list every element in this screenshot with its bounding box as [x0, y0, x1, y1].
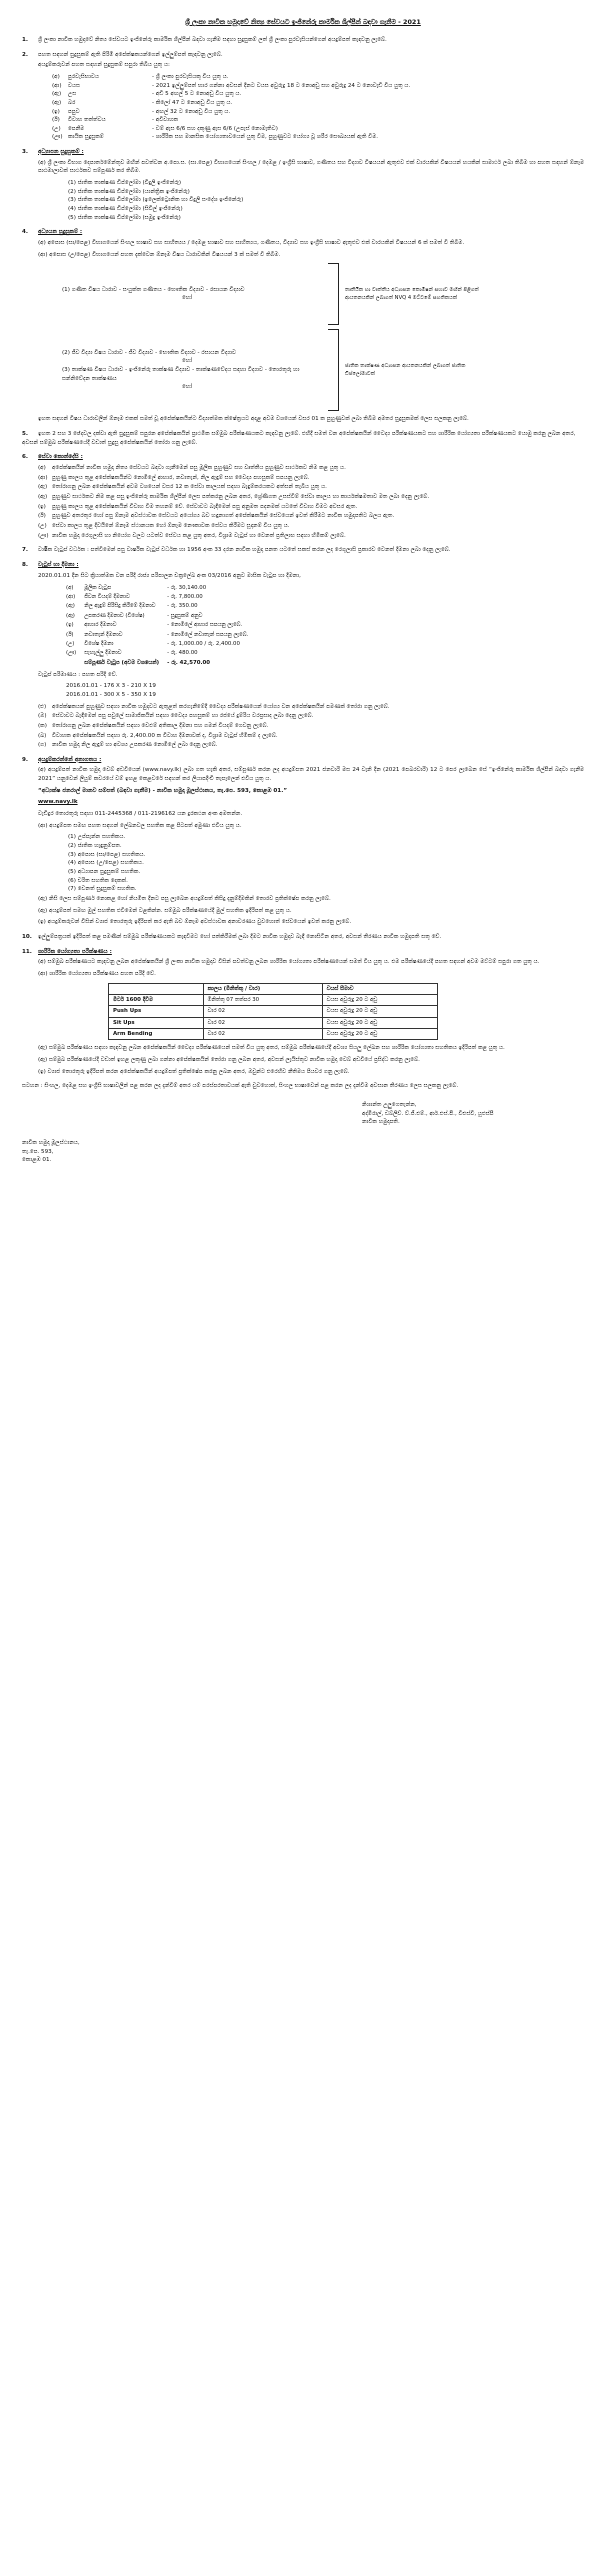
condition-item — [38, 474, 584, 483]
item-label: (ඉ) — [38, 503, 46, 510]
salary-row — [62, 611, 252, 620]
item-label: (ඇ) — [38, 484, 48, 491]
section-5-text: ඉහත 2 සහ 3 ඡේදවල දක්වා ඇති සුදුසුකම් සපුරන අපේක්ෂකයින් ප්‍රාථමික සම්මුඛ පරීක්ෂණයකට කැඳවනු ලැබේ. එහිදී සමත් වන අපේක්ෂකයින් වෛද්‍ය පරීක්ෂණයකට සහ ශාරීරික යෝග්‍යතා පරීක්ෂණයකට යොමු කරනු ලබන අතර, අවසන් සම්මුඛ පරීක්ෂණයේදී වඩාත් සුදුසු අපේක්ෂකයින් තෝරා ගනු ලැබේ. — [22, 431, 576, 446]
navy-website-link[interactable]: www.navy.lk — [38, 799, 78, 806]
row-label: (ආ) — [66, 594, 76, 601]
list-item: (1) ජාතික තාක්ෂණ ඩිප්ලෝමා (විදුලි ඉංජිනේරු) — [68, 180, 182, 187]
section-number: 9. — [22, 756, 29, 763]
table-cell: වාර 02 — [203, 1017, 322, 1028]
row-key: උපකරණ දීමනාව (විශේෂ) — [84, 612, 145, 619]
section-6 — [22, 453, 584, 540]
section-number: 11. — [22, 948, 32, 955]
fitness-table-intro: (ආ) ශාරීරික යෝග්‍යතා පරීක්ෂණය පහත පරිදි වේ. — [38, 970, 156, 977]
contact-numbers: වැඩිදුර තොරතුරු සඳහා 011-2445368 / 011-2196162 යන දුරකථන අංක අමතන්න. — [38, 811, 243, 818]
section-2-intro: පහත සඳහන් සුදුසුකම් ඇති පිරිමි අපේක්ෂකයන්ගෙන් ඉල්ලුම්පත් කැඳවනු ලැබේ. — [38, 51, 223, 58]
document-item: (4) අපොස (උ/පෙළ) සහතිකය. — [68, 860, 144, 867]
document-item: (2) ජාතික හැඳුනුම්පත. — [68, 843, 122, 850]
salary-row — [62, 630, 252, 639]
salary-row — [62, 621, 252, 630]
row-label: (ඈ) — [66, 612, 75, 619]
row-key: විවාහ තත්ත්වය — [68, 117, 106, 124]
section-8-heading: වැටුප් හා දීමනා : — [38, 561, 79, 568]
eligibility-row — [52, 73, 584, 82]
table-cell: වයස අවුරුදු 20 ට අඩු — [322, 994, 437, 1005]
row-value: - රු. 480.00 — [167, 650, 198, 657]
brace-decoration — [328, 263, 339, 325]
condition-item — [38, 493, 584, 502]
section-8 — [22, 561, 584, 750]
row-key: උස — [68, 91, 77, 98]
document-item: (6) චරිත සහතික දෙකක්. — [68, 877, 128, 884]
item-label: (ආ) — [38, 474, 48, 481]
list-item: (2) ජාතික තාක්ෂණ ඩිප්ලෝමා (යාන්ත්‍රික ඉංජිනේරු) — [68, 188, 190, 195]
table-header: කාලය (මිනිත්තු / වාර) — [203, 983, 322, 994]
row-value: - කිලෝ 47 ට නොඅඩු විය යුතු ය. — [152, 99, 233, 106]
row-value: - අවිවාහක — [152, 117, 179, 124]
row-value: - ශාරීරික සහ මානසික යෝග්‍යතාවයෙන් යුතු වීම, පුහුණුවට යෝග්‍ය වූ ශරීර සෞඛ්‍යයක් ඇති වීම. — [152, 134, 378, 141]
item-label: (ඛ) — [38, 732, 47, 739]
row-key: සැහැල්ලු දීමනාව — [84, 650, 122, 657]
section-number: 8. — [22, 561, 29, 568]
salary-note — [38, 741, 584, 750]
table-cell: මීටර් 1600 දිවීම — [109, 994, 204, 1005]
salary-scale-intro: වැටුප් පරිමාණය : පහත පරිදි වේ. — [38, 671, 118, 678]
row-label: (උ) — [52, 125, 61, 132]
table-cell: වයස අවුරුදු 20 ට අඩු — [322, 1017, 437, 1028]
section-10-text: ඉල්ලුම්පත්‍රයක් ඉදිරිපත් කළ පමණින් සම්මුඛ පරීක්ෂණයකට කැඳවීමට හෝ පත්කිරීමක් ලබා දීමට නාවික හමුදාව බැඳී නොසිටින අතර, අවසන් තීරණය නාවික හමුදාපති සතු වේ. — [38, 933, 442, 940]
eligibility-row — [52, 99, 584, 108]
row-value: - වම් ඇස 6/6 සහ දකුණු ඇස 6/6 (උපැස් නොමැතිව) — [152, 125, 278, 132]
address-line-3: කොළඹ 01. — [22, 1157, 52, 1164]
salary-table — [62, 583, 252, 667]
section-4-closing: ඉහත සඳහන් විෂය ධාරාවලින් ඕනෑම එකක් සමත් වූ අපේක්ෂකයින්ට විද්‍යාත්මක ක්ෂේත්‍රයට අදාළ අවම වශයෙන් වසර 01 ක පුහුණුවක් ලබා තිබීම අමතර සුදුසුකමක් ලෙස සලකනු ලැබේ. — [38, 416, 469, 423]
item-text: විවාහක අපේක්ෂකයින් සඳහා රු. 2,400.00 ක විවාහ දීමනාවක් ද, විශ්‍රාම වැටුප් හිමිකම් ද ලැබේ. — [52, 732, 278, 739]
fitness-p3: (ඈ) සම්මුඛ පරීක්ෂණයේදී වඩාත් ඉහළ ලකුණු ලබා ගන්නා අපේක්ෂකයින් තෝරා ගනු ලබන අතර, අවසන් ලැයිස්තුව නාවික හමුදා වෙබ් අඩවියේ ප්‍රසිද්ධ කරනු ලැබේ. — [38, 1057, 420, 1064]
salary-note — [38, 722, 584, 731]
section-3-intro: (අ) ශ්‍රී ලංකා විභාග දෙපාර්තමේන්තුව මඟින් පවත්වන අ.පො.ස. (සා.පෙළ) විභාගයෙන් සිංහල / දෙමළ / ඉංග්‍රීසි භාෂාව, ගණිතය සහ විද්‍යාව විෂයයන් ඇතුළුව එක් වාරයකින් විෂයයන් හයකින් සාමාර්ථ ලබා තිබීම හා පහත සඳහන් ඕනෑම පාඨමාලාවක් සාර්ථකව සම්පූර්ණ කර තිබීම. — [38, 159, 584, 175]
page-title: ශ්‍රී ලංකා නාවික හමුදාවේ නිත්‍ය සේවයට ඉංජිනේරු කාර්මික ශිල්පීන් බඳවා ගැනීම - 2021 — [185, 18, 421, 26]
fitness-p2: (ඇ) සම්මුඛ පරීක්ෂණය සඳහා කැඳවනු ලබන අපේක්ෂකයින් වෛද්‍ය පරීක්ෂණයෙන් සමත් විය යුතු අතර, සම්මුඛ පරීක්ෂණයේදී අවශ්‍ය සියලු ලේඛන සහ ශාරීරික යෝග්‍යතා සහතිකය ඉදිරිපත් කළ යුතු ය. — [38, 1045, 505, 1052]
row-value: - අඟල් 32 ට නොඅඩු විය යුතු ය. — [152, 108, 231, 115]
row-key: කායික සුදුසුකම් — [68, 134, 104, 141]
salary-scale-line-1: 2016.01.01 - 176 X 3 - 210 X 19 — [66, 683, 156, 690]
document-item: (3) අපොස (සා/පෙළ) සහතිකය. — [68, 851, 146, 858]
address-line-2: තැ.පෙ. 593, — [22, 1148, 54, 1155]
row-key: පපුව — [68, 108, 80, 115]
table-cell: වයස අවුරුදු 20 ට අඩු — [322, 1029, 437, 1040]
table-cell: වාර 02 — [203, 1029, 322, 1040]
row-value: - රු. 350.00 — [167, 603, 198, 610]
row-label: (ඊ) — [52, 117, 60, 124]
condition-item — [38, 483, 584, 492]
language-note: සටහන : සිංහල, දෙමළ සහ ඉංග්‍රීසි භාෂාවලින් පළ කරන ලද දැන්වීම් අතර යම් පරස්පරතාවයක් ඇති වුවහොත්, සිංහල භාෂාවෙන් පළ කරන ලද දැන්වීම අවසාන තීරණය ලෙස සලකනු ලැබේ. — [22, 1083, 459, 1090]
row-label: (ඈ) — [52, 99, 62, 106]
salary-total-label: සම්පූර්ණ වැටුප (අවම වශයෙන්) — [84, 659, 160, 666]
signatory-name: නිශාන්ත උලුගෙතැන්න, — [362, 1102, 417, 1109]
section-number: 10. — [22, 933, 32, 940]
item-label: (ක) — [38, 722, 47, 729]
item-text: අපේක්ෂකයන් පුහුණුව සඳහා නාවික හමුදාවට ඇතුළත් කරගැනීමේදී වෛද්‍ය පරීක්ෂණයෙන් යෝග්‍ය වන අපේක්ෂකයින් පමණක් තෝරා ගනු ලැබේ. — [52, 703, 390, 710]
row-key: මූලික වැටුප — [84, 584, 112, 591]
row-value: - අඩි 5 අඟල් 5 ට නොඅඩු විය යුතු ය. — [152, 91, 242, 98]
stream-line: (1) ගණිත විෂය ධාරාව - සංයුක්ත ගණිතය - භෞතික විද්‍යාව - රසායන විද්‍යාව — [62, 286, 245, 293]
diploma-list — [68, 179, 584, 222]
or-label: හෝ — [182, 358, 193, 365]
row-key: ජීවන වියදම් දීමනාව — [84, 594, 130, 601]
document-item: (1) උප්පැන්න සහතිකය. — [68, 834, 126, 841]
section-1-text: ශ්‍රී ලංකා නාවික හමුදාවේ නිත්‍ය සේවයට ඉංජිනේරු කාර්මික ශිල්පීන් බඳවා ගැනීම සඳහා සුදුසුකම් ලත් ශ්‍රී ලංකා පුරවැසියන්ගෙන් අයදුම්පත් කැඳවනු ලැබේ. — [38, 36, 387, 43]
eligibility-row — [52, 82, 584, 91]
section-number: 2. — [22, 51, 29, 58]
stream-route-1 — [62, 263, 584, 325]
section-9-heading: අයදුම්කරන්නේ අනාගතය : — [38, 756, 102, 763]
signatory-rank: අද්මිරාල්, ඩබ්ලිව්. ව්.ජී.එම්., ආර්.එස්.පී., වීඑස්වී, යූඑස්පී — [362, 1110, 494, 1117]
condition-item — [38, 522, 584, 531]
item-label: (ඊ) — [38, 513, 46, 520]
salary-row — [62, 593, 252, 602]
row-value: - රු. 1,000.00 / රු. 2,400.00 — [167, 640, 240, 647]
table-row — [109, 1029, 438, 1040]
eligibility-list — [22, 73, 584, 142]
condition-item — [38, 512, 584, 521]
fitness-test-table — [108, 983, 438, 1041]
signature-block — [362, 1101, 584, 1127]
section-11 — [22, 948, 584, 1077]
row-label: (ආ) — [52, 82, 62, 89]
row-key: නිල ඇඳුම් පිරිසිදු කිරීමේ දීමනාව — [84, 603, 156, 610]
row-value: - රු. 30,140.00 — [167, 584, 207, 591]
fitness-intro: (අ) සම්මුඛ පරීක්ෂණයට කැඳවනු ලබන අපේක්ෂකයින් ශ්‍රී ලංකා නාවික හමුදාව විසින් පවත්වනු ලබන ශාරීරික යෝග්‍යතා පරීක්ෂණයෙන් සමත් විය යුතු ය. එම පරීක්ෂණයේදී පහත සඳහන් අවම මට්ටම් සපුරා ගත යුතු ය. — [38, 959, 540, 966]
item-text: පුහුණු කාලය තුළ අපේක්ෂකයින්ට නොමිලේ ආහාර, නවාතැන්, නිල ඇඳුම් සහ වෛද්‍ය පහසුකම් සපයනු ලැබේ. — [52, 474, 310, 481]
table-cell: වාර 02 — [203, 1006, 322, 1017]
row-label: (ඉ) — [52, 108, 60, 115]
table-row — [109, 994, 438, 1005]
item-text: අපේක්ෂකයින් නාවික හමුදා නිත්‍ය සේවයට බඳවා ගැනීමෙන් පසු මූලික පුහුණුව සහ වෘත්තීය පුහුණුව සාර්ථකව නිම කළ යුතු ය. — [52, 464, 346, 471]
eligibility-row — [52, 125, 584, 134]
stream-line: (3) තාක්ෂණ විෂය ධාරාව - ඉංජිනේරු තාක්ෂණ විද්‍යාව - තාක්ෂණවේදය සඳහා විද්‍යාව - තොරතුරු හා සන්නිවේදන තාක්ෂණය — [62, 367, 300, 382]
row-key: පෙනීම — [68, 125, 85, 132]
section-2 — [22, 51, 584, 143]
row-value: - රු. 7,800.00 — [167, 594, 203, 601]
item-text: පුහුණුව සාර්ථකව නිම කළ පසු ඉංජිනේරු කාර්මික ශිල්පීන් ලෙස පත්කරනු ලබන අතර, ශ්‍රේණිගත උසස්වීම් සේවා කාලය හා කාර්යක්ෂමතාව මත ලබා දෙනු ලැබේ. — [52, 493, 430, 500]
fitness-p4: (ඉ) ව්‍යාජ තොරතුරු ඉදිරිපත් කරන අපේක්ෂකයින් අයදුම්පත් ප්‍රතික්ෂේප කරනු ලබන අතර, ඔවුන්ට එරෙහිව නීතිමය පියවර ගනු ලැබේ. — [38, 1068, 350, 1075]
section-number: 3. — [22, 149, 29, 156]
row-value: - 2021 ඉල්ලුම්පත් භාර ගන්නා අවසන් දිනට වයස අවුරුදු 18 ට නොඅඩු සහ අවුරුදු 24 ට නොවැඩි විය යුතු ය. — [152, 82, 411, 89]
section-number: 7. — [22, 547, 29, 554]
section-2-subintro: අයදුම්කරුවන් පහත සඳහන් සුදුසුකම් සපුරා තිබිය යුතු ය: — [38, 62, 170, 69]
section-number: 1. — [22, 36, 29, 43]
salary-notes — [22, 703, 584, 750]
item-label: (ග) — [38, 742, 47, 749]
brace-decoration — [328, 329, 339, 411]
row-label: (ඌ) — [66, 650, 77, 657]
row-label: (ඊ) — [66, 631, 74, 638]
row-key: වයස — [68, 82, 81, 89]
section-number: 6. — [22, 454, 29, 461]
salary-note — [38, 703, 584, 712]
section-4-p1: (අ) අපොස (සා/පෙළ) විභාගයෙන් සිංහල භාෂාව සහ සාහිත්‍යය / දෙමළ භාෂාව සහ සාහිත්‍යය, ගණිතය, විද්‍යාව සහ ඉංග්‍රීසි භාෂාව ඇතුළුව එක් වාරයකින් විෂයයන් 6 ක් සමත් වී තිබීම. — [38, 240, 465, 247]
item-text: තෝරාගනු ලබන අපේක්ෂකයින් අවම වශයෙන් වසර 12 ක සේවා කාලයක් සඳහා බැඳුම්කරයකට අත්සන් තැබිය යුතු ය. — [52, 484, 327, 491]
item-text: නාවික හමුදා රෙගුලාසි හා නියෝග වලට යටත්ව සේවය කළ යුතු අතර, විශ්‍රාම වැටුප් හා වෙනත් ප්‍රතිලාභ සඳහා හිමිකම් ලැබේ. — [52, 532, 346, 539]
condition-item — [38, 464, 584, 473]
item-label: (එ) — [38, 703, 47, 710]
section-5 — [22, 430, 584, 447]
table-cell: Push Ups — [109, 1006, 204, 1017]
item-text: සේවා කාලය තුළ දිවයිනේ ඕනෑම ස්ථානයක හෝ ඕනෑම නෞකාවක සේවය කිරීමට සූදානම් විය යුතු ය. — [52, 522, 290, 529]
section-7-text: වාර්‍ෂික වැටුප් වර්ධක : පත්වීමෙන් පසු වාර්ෂික වැටුප් වර්ධක හා 1956 අංක 33 දරන නාවික හමුදා පනත යටතේ සකස් කරන ලද රෙගුලාසි ප්‍රකාරව වෙනත් දීමනා ලබා දෙනු ලැබේ. — [38, 547, 451, 554]
issuer-address — [22, 1139, 584, 1165]
row-label: (ඉ) — [66, 622, 74, 629]
item-text: සේවාවට බැඳීමෙන් පසු පවුලේ සාමාජිකයින් සඳහා වෛද්‍ය පහසුකම් හා රජයේ දුම්රිය වරප්‍රසාද ලබා දෙනු ලැබේ. — [52, 713, 314, 720]
eligibility-row — [52, 116, 584, 125]
section-3-heading: අධ්‍යාපන සුදුසුකම් : — [38, 149, 84, 156]
false-info-note: (ඉ) අයදුම්කරුවන් විසින් ව්‍යාජ තොරතුරු ඉදිරිපත් කර ඇති බව ඕනෑම අවස්ථාවක අනාවරණය වුවහොත් සේවයෙන් ඉවත් කරනු ලැබේ. — [38, 919, 352, 926]
item-label: (උ) — [38, 522, 47, 529]
table-header — [109, 983, 204, 994]
section-4 — [22, 228, 584, 424]
salary-row — [62, 649, 252, 658]
section-9 — [22, 756, 584, 927]
rejection-note: (ඇ) නිසි ලෙස සම්පූර්ණ නොකළ හෝ නියමිත දිනට පසු ලැබෙන අයදුම්පත් කිසිදු දැනුම්දීමකින් තොරව ප්‍රතික්ෂේප කරනු ලැබේ. — [38, 896, 331, 903]
table-cell: වයස අවුරුදු 20 ට අඩු — [322, 1006, 437, 1017]
eligibility-row — [52, 133, 584, 142]
item-text: තෝරාගනු ලබන අපේක්ෂකයින් සඳහා වෙළුම් අතිකාල දීමනා සහ ගමන් වියදම් ගෙවනු ලැබේ. — [52, 722, 269, 729]
row-label: (අ) — [66, 584, 74, 591]
item-text: නාවික හමුදා නිල ඇඳුම් හා අවශ්‍ය උපකරණ නොමිලේ ලබා දෙනු ලැබේ. — [52, 742, 218, 749]
document-item: (5) අධ්‍යාපන සුදුසුකම් සහතික. — [68, 869, 141, 876]
row-label: (අ) — [52, 73, 60, 80]
table-cell: මිනිත්තු 07 තත්පර 30 — [203, 994, 322, 1005]
row-key: පුරවැසිභාවය — [68, 73, 100, 80]
section-1 — [22, 36, 584, 45]
row-key: ආහාර දීමනාව — [84, 622, 117, 629]
documents-intro: (ආ) අයදුම්පත සමඟ පහත සඳහන් ලේඛනවල සහතික කළ පිටපත් අමුණා එවිය යුතු ය. — [38, 822, 242, 829]
item-label: (ඌ) — [38, 532, 49, 539]
condition-item — [38, 503, 584, 512]
eligibility-row — [52, 90, 584, 99]
table-cell: Arm Bending — [109, 1029, 204, 1040]
stream-route-2 — [62, 329, 584, 411]
section-10 — [22, 933, 584, 942]
section-number: 4. — [22, 229, 29, 236]
application-address: “අධ්‍යක්ෂ ජනරාල් මානව සම්පත් (බඳවා ගැනීම) - නාවික හමුදා මූලස්ථානය, තැ.පෙ. 593, කොළඹ 01.” — [38, 787, 288, 794]
required-documents-list — [68, 833, 584, 894]
route-2-note: ජාතික තාක්ෂණ අධ්‍යාපන ආයතනයකින් ලබාගත් ජාතික ඩිප්ලෝමාවක් — [345, 363, 466, 378]
row-label: (ඇ) — [52, 91, 62, 98]
salary-row — [62, 639, 252, 648]
row-value: - නොමිලේ නවාතැන් සපයනු ලැබේ. — [167, 631, 249, 638]
row-key: බර — [68, 99, 76, 106]
item-label: (ඈ) — [38, 493, 48, 500]
salary-scale-line-2: 2016.01.01 - 300 X 5 - 350 X 19 — [66, 691, 156, 698]
salary-total-value: - රු. 42,570.00 — [167, 659, 210, 666]
eligibility-row — [52, 108, 584, 117]
row-key: විශේෂ දීමනා — [84, 640, 114, 647]
row-value: - ශ්‍රී ලංකා පුරවැසියකු විය යුතු ය. — [152, 73, 229, 80]
list-item: (4) ජාතික තාක්ෂණ ඩිප්ලෝමා (සිවිල් ඉංජිනේරු) — [68, 206, 183, 213]
row-label: (ඇ) — [66, 603, 75, 610]
row-value: - සුදුසුකම් අනුව — [167, 612, 203, 619]
list-item: (5) ජාතික තාක්ෂණ ඩිප්ලෝමා (සමුද්‍ර ඉංජිනේරු) — [68, 214, 181, 221]
item-label: (අ) — [38, 464, 46, 471]
item-label: (ඔ) — [38, 713, 47, 720]
condition-item — [38, 532, 584, 541]
row-value: - නොමිලේ ආහාර සපයනු ලැබේ. — [167, 622, 243, 629]
salary-note — [38, 712, 584, 721]
table-row — [109, 1017, 438, 1028]
document-item: (7) වෙනත් සුදුසුකම් සහතික. — [68, 886, 137, 893]
table-cell: Sit Ups — [109, 1017, 204, 1028]
section-4-p2: (ආ) අපොස (උ/පෙළ) විභාගයෙන් පහත දැක්වෙන ඕනෑම විෂය ධාරාවකින් විෂයයන් 3 ක් සමත් වී තිබීම. — [38, 251, 281, 258]
row-label: (උ) — [66, 640, 75, 647]
or-label: හෝ — [182, 384, 193, 391]
section-6-heading: සේවා කොන්දේසි : — [38, 454, 83, 461]
or-label: හෝ — [182, 295, 193, 302]
row-key: නවාතැන් දීමනාව — [84, 631, 123, 638]
item-text: පුහුණු කාලය තුළ අපේක්ෂකයින් විවාහ වීම තහනම් වේ. සේවාවට බැඳීමෙන් පසු අනුමත පදනමක් යටතේ විවාහ වීමට අවසර ඇත. — [52, 503, 358, 510]
salary-note — [38, 732, 584, 741]
section-7 — [22, 546, 584, 555]
table-header: වයස් සීමාව — [322, 983, 437, 994]
row-label: (ඌ) — [52, 134, 63, 141]
list-item: (3) ජාතික තාක්ෂණ ඩිප්ලෝමා (ඉලෙක්ට්‍රොනික හා විදුලි සංදේශ ඉංජිනේරු) — [68, 197, 244, 204]
table-row — [109, 1006, 438, 1017]
salary-intro: 2020.01.01 දින සිට ක්‍රියාත්මක වන පරිදි රාජ්‍ය පරිපාලන චක්‍රලේඛ අංක 03/2016 අනුව මාසික වැටුප හා දීමනා, — [38, 572, 301, 579]
originals-note: (ඈ) අයදුම්පත් සමඟ මුල් සහතික එවීමෙන් වළකින්න. සම්මුඛ පරීක්ෂණයේදී මුල් සහතික ඉදිරිපත් කළ යුතු ය. — [38, 907, 292, 914]
salary-row — [62, 583, 252, 592]
address-line-1: නාවික හමුදා මූලස්ථානය, — [22, 1140, 80, 1147]
route-1-note: තෘතීයික හා වෘත්තීය අධ්‍යාපන කොමිෂන් සභාව මඟින් පිළිගත් ආයතනයකින් ලබාගත් NVQ 4 මට්ටමේ සහතිකයක් — [345, 287, 479, 302]
salary-total-row — [62, 658, 252, 667]
salary-row — [62, 602, 252, 611]
stream-line: (2) ජීව විද්‍යා විෂය ධාරාව - ජීව විද්‍යාව - භෞතික විද්‍යාව - රසායන විද්‍යාව — [62, 349, 237, 356]
section-number: 5. — [22, 431, 29, 438]
signatory-title: නාවික හමුදාපති. — [362, 1119, 400, 1126]
section-3 — [22, 148, 584, 222]
item-text: පුහුණුව අතරතුර හෝ පසු ඕනෑම අවස්ථාවක සේවයට අයෝග්‍ය බව හඳුනාගත් අපේක්ෂකයින් සේවයෙන් ඉවත් කිරීමට නාවික හමුදාපතිට බලය ඇත. — [52, 513, 395, 520]
section-4-heading: අධ්‍යයන සුදුසුකම් : — [38, 229, 83, 236]
application-instructions: (අ) අයදුම්පත් නාවික හමුදා වෙබ් අඩවියෙන් (www.navy.lk) ලබා ගත හැකි අතර, සම්පූර්ණ කරන ලද අයදුම්පත 2021 ජනවාරි මස 24 වැනි දින (2021 පෙබරවාරි) 12 ට පෙර ලැබෙන සේ “ඉංජිනේරු කාර්මික ශිල්පීන් බඳවා ගැනීම 2021” යනුවෙන් ලියුම් කවරයේ වම් ඉහළ කෙළවරේ සඳහන් කර ලියාපදිංචි තැපෑලෙන් එවිය යුතු ය. — [38, 767, 584, 783]
section-11-heading: ශාරීරික යෝග්‍යතා පරීක්ෂණය : — [38, 948, 112, 955]
service-conditions-list — [22, 464, 584, 540]
